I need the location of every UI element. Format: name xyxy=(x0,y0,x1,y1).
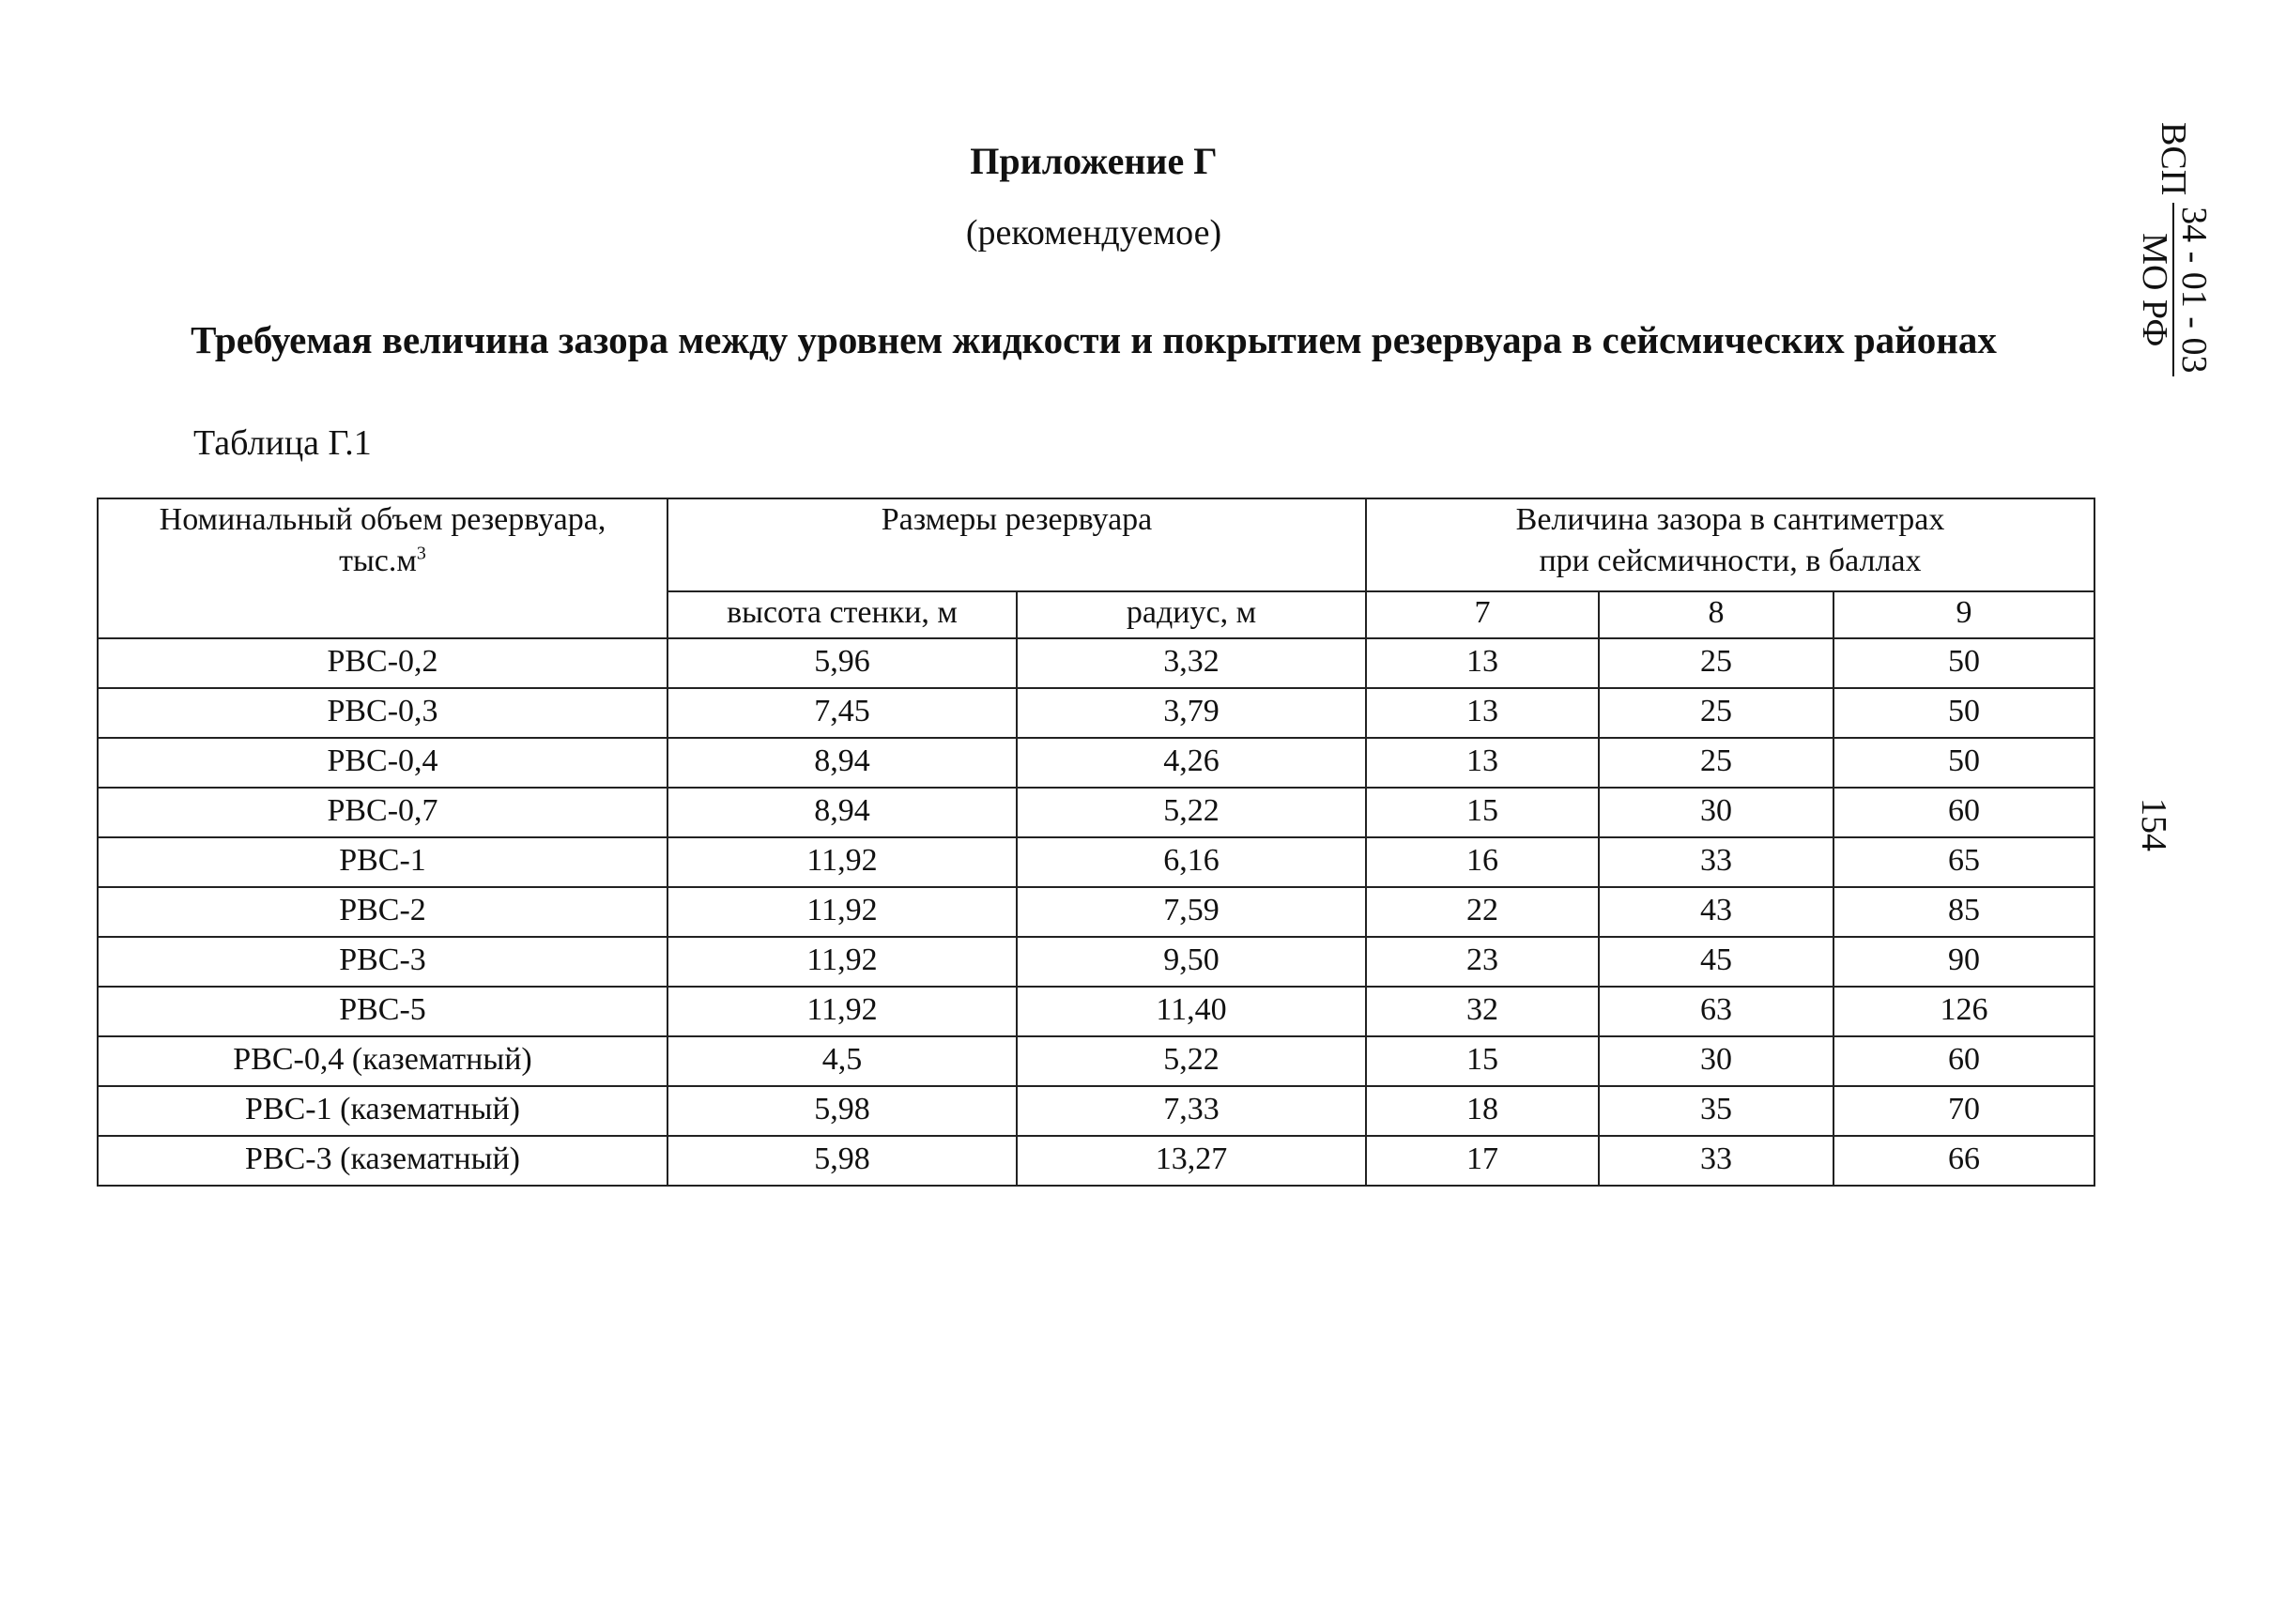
table-row xyxy=(98,837,2094,887)
table-row xyxy=(98,1086,2094,1136)
tank-name-cell: РВС-2 xyxy=(98,887,667,937)
gap-seismic-9-cell: 90 xyxy=(1833,937,2094,987)
gap-seismic-9-cell: 50 xyxy=(1833,738,2094,788)
radius-cell: 9,50 xyxy=(1017,937,1366,987)
table-row xyxy=(98,1036,2094,1086)
wall-height-cell: 11,92 xyxy=(667,837,1017,887)
document-code-prefix: ВСП xyxy=(2154,122,2193,196)
gap-seismic-7-cell: 23 xyxy=(1366,937,1599,987)
wall-height-cell: 4,5 xyxy=(667,1036,1017,1086)
header-gap-size xyxy=(1366,498,2094,591)
tank-name-cell: РВС-1 xyxy=(98,837,667,887)
gap-seismic-9-cell: 85 xyxy=(1833,887,2094,937)
table-row xyxy=(98,987,2094,1036)
table-row xyxy=(98,937,2094,987)
gap-seismic-8-cell: 25 xyxy=(1599,688,1833,738)
gap-seismic-7-cell: 32 xyxy=(1366,987,1599,1036)
header-gap-size-line2: при сейсмичности, в баллах xyxy=(1539,544,1922,579)
table-row xyxy=(98,788,2094,837)
radius-cell: 7,33 xyxy=(1017,1086,1366,1136)
clearance-table xyxy=(97,498,2095,1187)
gap-seismic-8-cell: 45 xyxy=(1599,937,1833,987)
appendix-subtitle: (рекомендуемое) xyxy=(965,213,1222,253)
tank-name-cell: РВС-0,3 xyxy=(98,688,667,738)
gap-seismic-7-cell: 16 xyxy=(1366,837,1599,887)
gap-seismic-7-cell: 13 xyxy=(1366,738,1599,788)
header-seismic-8: 8 xyxy=(1599,591,1833,638)
tank-name-cell: РВС-3 (казематный) xyxy=(98,1136,667,1186)
wall-height-cell: 5,96 xyxy=(667,638,1017,688)
gap-seismic-9-cell: 50 xyxy=(1833,638,2094,688)
radius-cell: 5,22 xyxy=(1017,1036,1366,1086)
gap-seismic-8-cell: 33 xyxy=(1599,837,1833,887)
radius-cell: 4,26 xyxy=(1017,738,1366,788)
gap-seismic-7-cell: 18 xyxy=(1366,1086,1599,1136)
header-nominal-volume-sup: 3 xyxy=(416,543,426,564)
gap-seismic-8-cell: 35 xyxy=(1599,1086,1833,1136)
gap-seismic-8-cell: 25 xyxy=(1599,738,1833,788)
wall-height-cell: 5,98 xyxy=(667,1136,1017,1186)
header-gap-size-line1: Величина зазора в сантиметрах xyxy=(1515,502,1945,537)
tank-name-cell: РВС-0,4 xyxy=(98,738,667,788)
table-row xyxy=(98,887,2094,937)
gap-seismic-8-cell: 30 xyxy=(1599,1036,1833,1086)
radius-cell: 11,40 xyxy=(1017,987,1366,1036)
header-nominal-volume-line1: Номинальный объем резервуара, xyxy=(159,502,606,537)
radius-cell: 6,16 xyxy=(1017,837,1366,887)
table-row xyxy=(98,738,2094,788)
table-label: Таблица Г.1 xyxy=(193,423,372,463)
document-code xyxy=(2135,122,2214,441)
header-seismic-7: 7 xyxy=(1366,591,1599,638)
page-number: 154 xyxy=(2134,798,2173,851)
tank-name-cell: РВС-0,2 xyxy=(98,638,667,688)
table-row xyxy=(98,638,2094,688)
header-nominal-volume xyxy=(98,498,667,638)
tank-name-cell: РВС-0,7 xyxy=(98,788,667,837)
wall-height-cell: 8,94 xyxy=(667,788,1017,837)
gap-seismic-7-cell: 17 xyxy=(1366,1136,1599,1186)
gap-seismic-8-cell: 30 xyxy=(1599,788,1833,837)
gap-seismic-7-cell: 13 xyxy=(1366,688,1599,738)
gap-seismic-7-cell: 15 xyxy=(1366,788,1599,837)
gap-seismic-9-cell: 50 xyxy=(1833,688,2094,738)
header-tank-dimensions: Размеры резервуара xyxy=(667,498,1366,591)
radius-cell: 3,79 xyxy=(1017,688,1366,738)
gap-seismic-9-cell: 60 xyxy=(1833,1036,2094,1086)
gap-seismic-8-cell: 43 xyxy=(1599,887,1833,937)
header-radius: радиус, м xyxy=(1017,591,1366,638)
table-row xyxy=(98,1136,2094,1186)
gap-seismic-8-cell: 63 xyxy=(1599,987,1833,1036)
gap-seismic-9-cell: 65 xyxy=(1833,837,2094,887)
header-nominal-volume-line2: тыс.м xyxy=(339,544,417,579)
wall-height-cell: 5,98 xyxy=(667,1086,1017,1136)
radius-cell: 3,32 xyxy=(1017,638,1366,688)
radius-cell: 7,59 xyxy=(1017,887,1366,937)
tank-name-cell: РВС-3 xyxy=(98,937,667,987)
gap-seismic-9-cell: 126 xyxy=(1833,987,2094,1036)
tank-name-cell: РВС-5 xyxy=(98,987,667,1036)
tank-name-cell: РВС-1 (казематный) xyxy=(98,1086,667,1136)
wall-height-cell: 8,94 xyxy=(667,738,1017,788)
wall-height-cell: 11,92 xyxy=(667,937,1017,987)
wall-height-cell: 7,45 xyxy=(667,688,1017,738)
table-row xyxy=(98,688,2094,738)
header-seismic-9: 9 xyxy=(1833,591,2094,638)
appendix-title: Приложение Г xyxy=(970,140,1218,182)
gap-seismic-7-cell: 22 xyxy=(1366,887,1599,937)
radius-cell: 5,22 xyxy=(1017,788,1366,837)
header-wall-height: высота стенки, м xyxy=(667,591,1017,638)
gap-seismic-8-cell: 25 xyxy=(1599,638,1833,688)
gap-seismic-9-cell: 70 xyxy=(1833,1086,2094,1136)
document-code-numerator: 34 - 01 - 03 xyxy=(2172,203,2212,376)
wall-height-cell: 11,92 xyxy=(667,987,1017,1036)
gap-seismic-9-cell: 66 xyxy=(1833,1136,2094,1186)
gap-seismic-7-cell: 13 xyxy=(1366,638,1599,688)
radius-cell: 13,27 xyxy=(1017,1136,1366,1186)
document-code-denominator: МО РФ xyxy=(2135,233,2174,347)
gap-seismic-7-cell: 15 xyxy=(1366,1036,1599,1086)
section-heading: Требуемая величина зазора между уровнем жидкости и покрытием резервуара в сейсмических районах xyxy=(191,318,1997,361)
gap-seismic-9-cell: 60 xyxy=(1833,788,2094,837)
tank-name-cell: РВС-0,4 (казематный) xyxy=(98,1036,667,1086)
wall-height-cell: 11,92 xyxy=(667,887,1017,937)
document-code-fraction xyxy=(2135,203,2212,376)
gap-seismic-8-cell: 33 xyxy=(1599,1136,1833,1186)
